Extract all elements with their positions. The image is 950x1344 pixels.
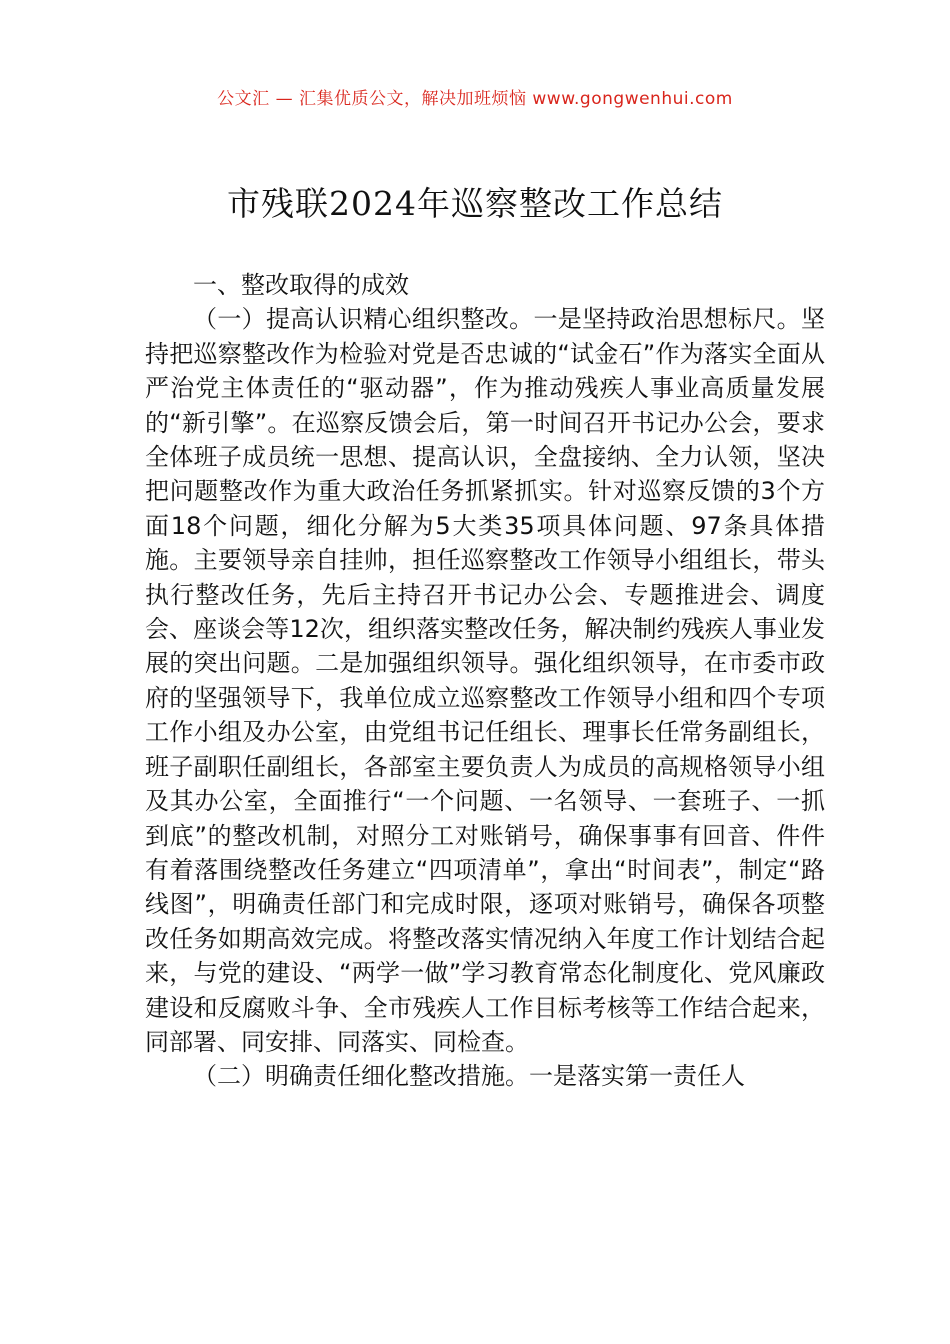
- document-body: [145, 268, 825, 1094]
- document-title: 市残联2024年巡察整改工作总结: [227, 184, 723, 223]
- paragraph-2: （二）明确责任细化整改措施。一是落实第一责任人: [193, 1062, 745, 1091]
- paragraph-1: （一）提高认识精心组织整改。一是坚持政治思想标尺。坚持把巡察整改作为检验对党是否忠诚的“试金石”作为落实全面从严治党主体责任的“驱动器”，作为推动残疾人事业高质量发展的“新引擎”。在巡察反馈会后，第一时间召开书记办公会，要求全体班子成员统一思想、提高认识，全盘接纳、全力认领，坚决把问题整改作为重大政治任务抓紧抓实。针对巡察反馈的3个方面18个问题，细化分解为5大类35项具体问题、97条具体措施。主要领导亲自挂帅，担任巡察整改工作领导小组组长，带头执行整改任务，先后主持召开书记办公会、专题推进会、调度会、座谈会等12次，组织落实整改任务，解决制约残疾人事业发展的突出问题。二是加强组织领导。强化组织领导，在市委市政府的坚强领导下，我单位成立巡察整改工作领导小组和四个专项工作小组及办公室，由党组书记任组长、理事长任常务副组长，班子副职任副组长，各部室主要负责人为成员的高规格领导小组及其办公室，全面推行“一个问题、一名领导、一套班子、一抓到底”的整改机制，对照分工对账销号，确保事事有回音、件件有着落围绕整改任务建立“四项清单”，拿出“时间表”，制定“路线图”，明确责任部门和完成时限，逐项对账销号，确保各项整改任务如期高效完成。将整改落实情况纳入年度工作计划结合起来，与党的建设、“两学一做”学习教育常态化制度化、党风廉政建设和反腐败斗争、全市残疾人工作目标考核等工作结合起来，同部署、同安排、同落实、同检查。: [145, 305, 825, 1056]
- header-banner: 公文汇 — 汇集优质公文，解决加班烦恼 www.gongwenhui.com: [217, 89, 733, 109]
- section-heading: 一、整改取得的成效: [193, 271, 409, 299]
